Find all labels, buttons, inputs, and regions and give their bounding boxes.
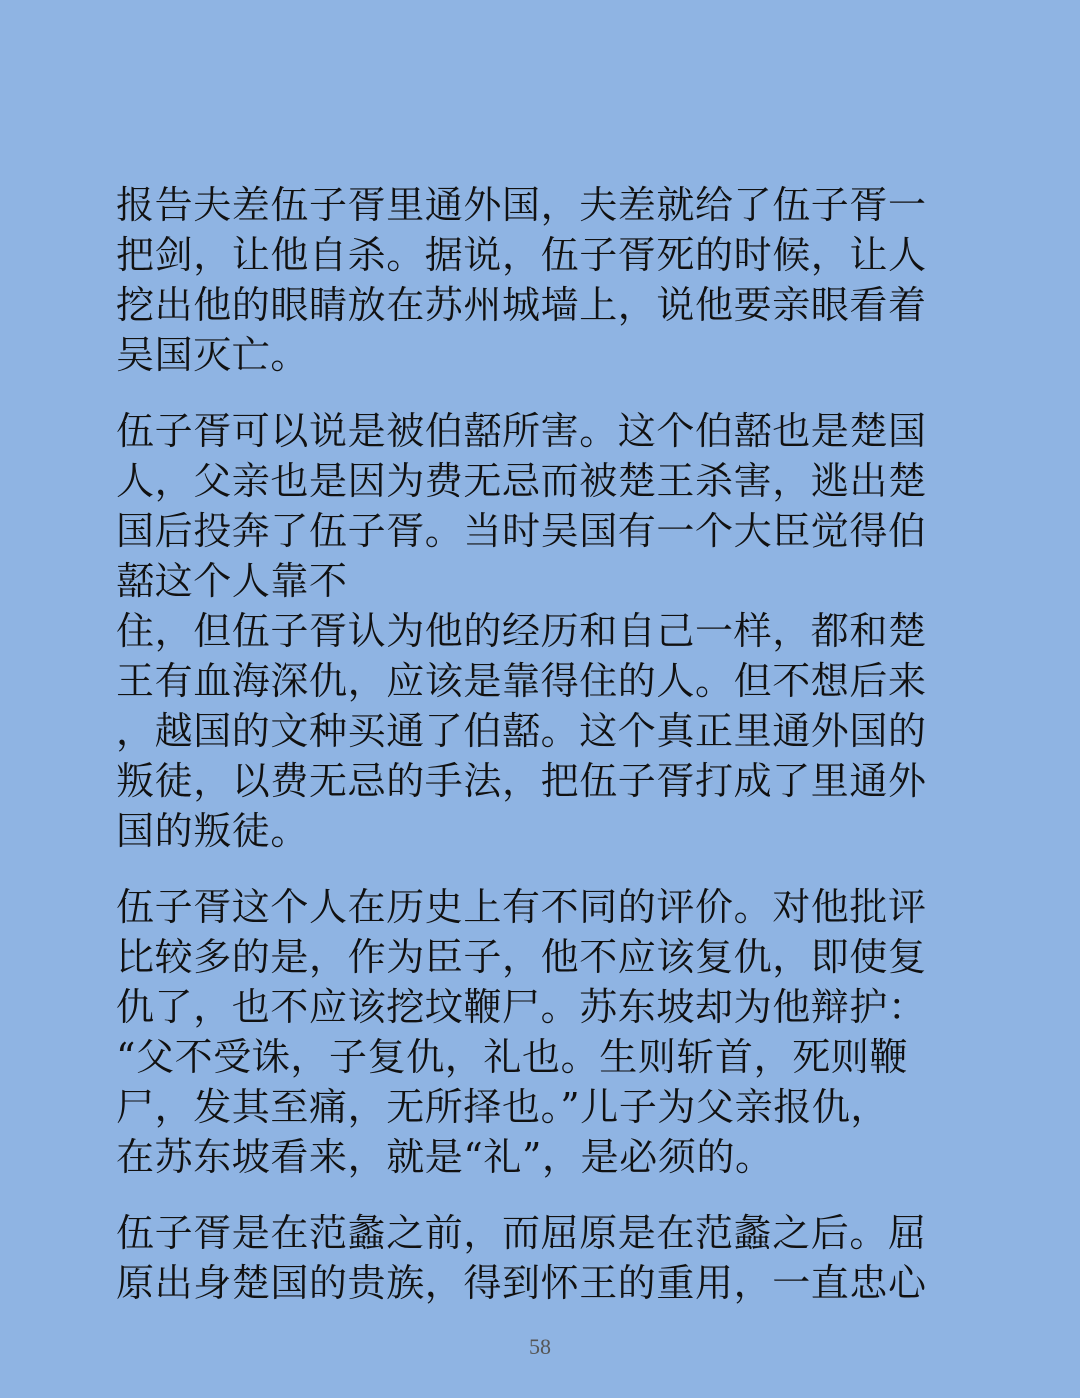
text-line: 原出身楚国的贵族，得到怀王的重用，一直忠心 xyxy=(116,1261,927,1305)
text-line: 人，父亲也是因为费无忌而被楚王杀害，逃出楚 xyxy=(116,459,927,503)
text-line: 吴国灭亡。 xyxy=(116,333,310,377)
text-line: 仇了，也不应该挖坟鞭尸。苏东坡却为他辩护： xyxy=(116,985,927,1029)
text-line: 叛徒，以费无忌的手法，把伍子胥打成了里通外 xyxy=(116,759,927,803)
text-line: 住，但伍子胥认为他的经历和自己一样，都和楚 xyxy=(116,609,927,653)
text-line: 尸，发其至痛，无所择也。”儿子为父亲报仇， xyxy=(116,1085,890,1129)
text-line: 伍子胥是在范蠡之前，而屈原是在范蠡之后。屈 xyxy=(116,1211,927,1255)
text-line: 国的叛徒。 xyxy=(116,809,310,853)
text-line: 挖出他的眼睛放在苏州城墙上，说他要亲眼看着 xyxy=(116,283,927,327)
text-line: 比较多的是，作为臣子，他不应该复仇，即使复 xyxy=(116,935,927,979)
paragraph-3 xyxy=(116,882,950,1182)
text-line: 在苏东坡看来，就是“礼”，是必须的。 xyxy=(116,1135,774,1179)
text-line: 把剑，让他自杀。据说，伍子胥死的时候，让人 xyxy=(116,233,927,277)
text-line: 伍子胥可以说是被伯嚭所害。这个伯嚭也是楚国 xyxy=(116,409,927,453)
text-line: 国后投奔了伍子胥。当时吴国有一个大臣觉得伯 xyxy=(116,509,927,553)
text-line: 报告夫差伍子胥里通外国，夫差就给了伍子胥一 xyxy=(116,183,927,227)
paragraph-4 xyxy=(116,1208,950,1308)
page-body xyxy=(116,180,950,1334)
paragraph-2 xyxy=(116,406,950,856)
paragraph-1 xyxy=(116,180,950,380)
text-line: “父不受诛，子复仇，礼也。生则斩首，死则鞭 xyxy=(116,1035,909,1079)
text-line: ，越国的文种买通了伯嚭。这个真正里通外国的 xyxy=(116,709,927,753)
page-number: 58 xyxy=(529,1334,551,1359)
text-line: 嚭这个人靠不 xyxy=(116,559,348,603)
text-line: 王有血海深仇，应该是靠得住的人。但不想后来 xyxy=(116,659,927,703)
text-line: 伍子胥这个人在历史上有不同的评价。对他批评 xyxy=(116,885,927,929)
